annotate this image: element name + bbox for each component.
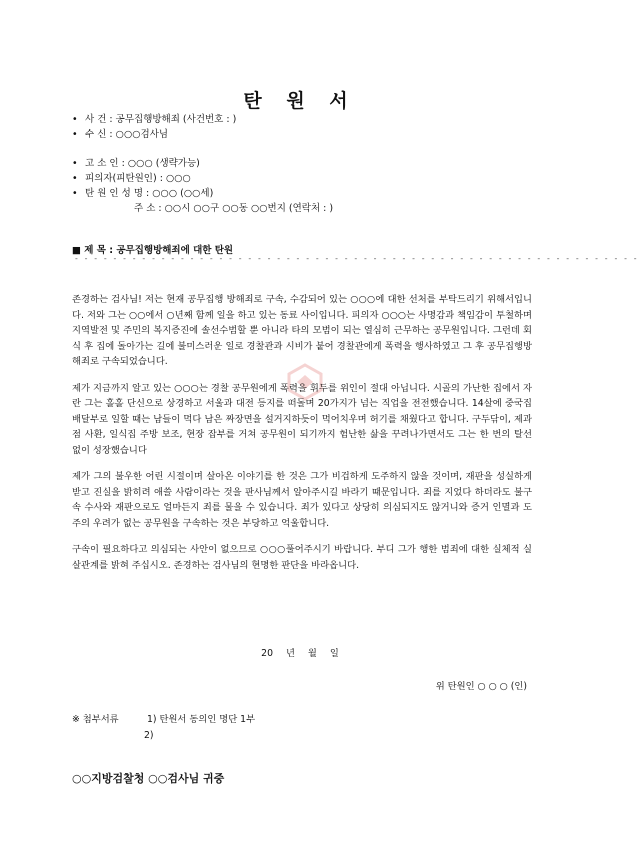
field-recipient [72,127,333,142]
body-paragraph-3: 제가 그의 불우한 어린 시절이며 살아온 이야기를 한 것은 그가 비겁하게 도주하지 않을 것이며, 재판을 성실하게 받고 진실을 밝히려 애쓸 사람이라는 것을 판사님께서 알아주시길 바라기 때문입니다. 죄를 지었다 하더라도 불구속 수사와 재판으로도 얼마든지 죄를 물을 수 있습니다. 죄가 있다고 상당히 의심되지도 않거니와 증거 인멸과 도주의 우려가 없는 공무원을 구속하는 것은 부당하고 억울합니다. [72,471,532,529]
header-fields [72,112,333,216]
field-recipient-label: 수 신 : [85,129,113,140]
attachment-item-1: 1) 탄원서 동의인 명단 1부 [146,714,256,725]
body-paragraph-2: 제가 지금까지 알고 있는 ○○○는 경찰 공무원에게 폭력을 휘두를 위인이 절대 아닙니다. 시골의 가난한 집에서 자란 그는 홀홀 단신으로 상경하고 서울과 대전 등지를 떠돌며 20가지가 넘는 직업을 전전했습니다. 14살에 중국집 배달부로 일할 때는 남들이 먹다 남은 짜장면을 설거지하듯이 먹어치우며 허기를 채웠다고 합니다. 구두닦이, 제과점 사환, 일식집 주방 보조, 현장 잡부를 거쳐 공무원이 되기까지 험난한 삶을 꾸려나가면서도 그는 한 번의 탈선 없이 성장했습니다 [72,382,532,456]
field-petitioner-name-value: ○○○ (○○세) [152,188,214,199]
subject-value: 공무집행방해죄에 대한 탄원 [116,245,234,256]
body-paragraph-4: 구속이 필요하다고 의심되는 사안이 없으므로 ○○○풀어주시기 바랍니다. 부디 그가 행한 범죄에 대한 실체적 실살관계를 밝혀 주십시오. 존경하는 검사님의 현명한 판단을 바라옵니다. [72,544,532,571]
bullet-icon: • [72,114,78,125]
addressee: ○○지방검찰청 ○○검사님 귀중 [72,772,225,785]
field-petitioner-address [72,201,333,216]
field-defendant [72,171,333,186]
bullet-icon: • [72,188,78,199]
document-title: 탄 원 서 [243,90,357,112]
bullet-icon: • [72,158,78,169]
bullet-icon: • [72,173,78,184]
field-recipient-value: ○○○검사님 [115,129,169,140]
bullet-icon: • [72,129,78,140]
field-accuser-value: ○○○ (생략가능) [127,158,200,169]
signer-line: 위 탄원인 ○ ○ ○ (인) [435,681,527,692]
attachments [72,712,255,743]
attachment-item-2: 2) [144,729,154,741]
field-accuser-label: 고 소 인 : [85,158,125,169]
petition-body [72,292,532,584]
subject-label: ■ 제 목 : [72,245,114,256]
dashed-divider: - - - - - - - - - - - - - - - - - - - - - - - - - - - - - - - - - - - - - - - - - - - - - - - - - - - - - - - - - - - [74,254,638,263]
field-accuser [72,156,333,171]
field-petitioner-name [72,186,333,201]
field-petitioner-name-label: 탄 원 인 성 명 : [85,188,150,199]
field-case-label: 사 건 : [85,114,113,125]
field-petitioner-address-value: ○○시 ○○구 ○○동 ○○번지 (연락처 : ) [164,203,334,214]
field-defendant-value: ○○○ [165,173,191,184]
date-line: 20 년 월 일 [261,648,339,659]
field-defendant-label: 피의자(피탄원인) : [85,173,163,184]
body-paragraph-1: 존경하는 검사님! 저는 현재 공무집행 방해죄로 구속, 수감되어 있는 ○○○에 대한 선처를 부탁드리기 위해서입니다. 저와 그는 ○○에서 ○년째 함께 일을 하고 있는 동료 사이입니다. 피의자 ○○○는 사명감과 책임감이 투철하며 지역발전 및 주민의 복지증진에 솔선수범할 뿐 아니라 타의 모범이 되는 열심히 근무하는 공무원입니다. 그런데 회식 후 집에 돌아가는 길에 불미스러운 일로 경찰관과 시비가 붙어 경찰관에게 폭력을 행사하였고 그 후 공무집행방해죄로 구속되었습니다. [72,294,532,367]
field-petitioner-address-label: 주 소 : [134,203,162,214]
field-case-value: 공무집행방해죄 (사건번호 : ) [115,114,237,125]
field-case [72,112,333,127]
attachments-heading: ※ 첨부서류 [72,714,119,725]
